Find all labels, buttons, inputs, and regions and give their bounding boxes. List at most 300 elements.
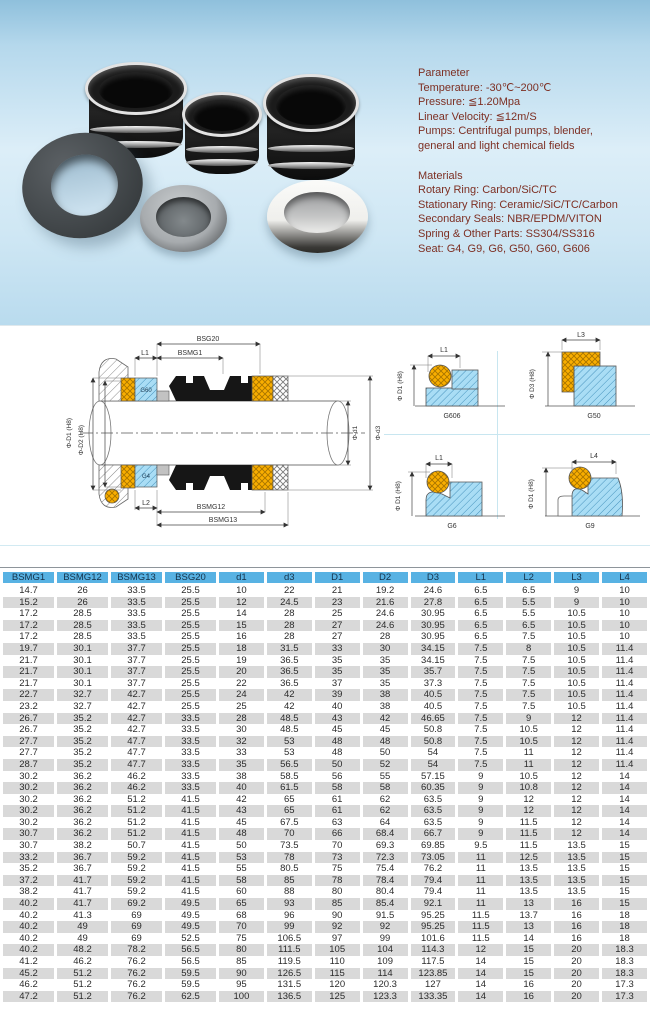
dim-l2: L2 (142, 500, 150, 507)
table-cell: 33.5 (165, 713, 216, 725)
table-cell: 13.5 (506, 863, 551, 875)
table-row (3, 991, 647, 1003)
table-cell: 37.7 (111, 655, 162, 667)
materials-line: Stationary Ring: Ceramic/SiC/TC/Carbon (418, 198, 618, 211)
table-cell: 10 (602, 631, 647, 643)
table-cell: 53 (219, 852, 264, 864)
table-cell: 9 (554, 585, 599, 597)
table-cell: 27 (315, 631, 360, 643)
table-cell: 9 (458, 771, 503, 783)
table-cell: 26.7 (3, 724, 54, 736)
table-cell: 25.5 (165, 678, 216, 690)
table-cell: 40.2 (3, 933, 54, 945)
table-cell: 30 (219, 724, 264, 736)
table-cell: 15 (219, 620, 264, 632)
table-cell: 18 (602, 921, 647, 933)
table-cell: 33.5 (165, 759, 216, 771)
materials-line: Seat: G4, G9, G6, G50, G60, G606 (418, 242, 590, 255)
table-cell: 12 (554, 771, 599, 783)
table-cell: 11 (458, 875, 503, 887)
table-cell: 50.7 (111, 840, 162, 852)
table-cell: 68.4 (363, 828, 408, 840)
table-cell: 27.8 (411, 597, 456, 609)
table-cell: 55 (219, 863, 264, 875)
column-header: d3 (267, 572, 312, 585)
table-cell: 114 (363, 968, 408, 980)
table-cell: 14 (602, 771, 647, 783)
table-cell: 66.7 (411, 828, 456, 840)
table-cell: 11.5 (458, 910, 503, 922)
seat-dim-top: L1 (435, 455, 443, 462)
seat-dim-top: L4 (590, 453, 598, 460)
table-cell: 50 (363, 747, 408, 759)
table-cell: 65 (267, 805, 312, 817)
table-cell: 88 (267, 886, 312, 898)
table-cell: 12.5 (506, 852, 551, 864)
table-cell: 15 (602, 863, 647, 875)
table-cell: 24.6 (363, 608, 408, 620)
table-cell: 36.5 (267, 666, 312, 678)
bellows-bottom (169, 465, 252, 490)
table-cell: 13.5 (554, 863, 599, 875)
table-cell: 28.5 (57, 608, 108, 620)
table-cell: 10.5 (554, 689, 599, 701)
table-row (3, 828, 647, 840)
table-cell: 36.2 (57, 828, 108, 840)
table-cell: 13.7 (506, 910, 551, 922)
table-cell: 41.2 (3, 956, 54, 968)
table-row (3, 771, 647, 783)
seal-hole (99, 72, 172, 108)
table-cell: 12 (506, 794, 551, 806)
table-cell: 11 (458, 863, 503, 875)
table-cell: 11 (458, 898, 503, 910)
table-cell: 56 (315, 771, 360, 783)
table-cell: 15 (602, 898, 647, 910)
table-cell: 59.2 (111, 875, 162, 887)
table-cell: 25.5 (165, 655, 216, 667)
table-cell: 7.5 (506, 701, 551, 713)
table-cell: 59.2 (111, 863, 162, 875)
table-cell: 14 (602, 828, 647, 840)
table-cell: 32.7 (57, 701, 108, 713)
table-cell: 36.2 (57, 782, 108, 794)
table-cell: 47.7 (111, 747, 162, 759)
gray-seat-ring-photo (140, 185, 227, 252)
table-cell: 7.5 (458, 736, 503, 748)
table-row (3, 898, 647, 910)
table-cell: 18 (602, 910, 647, 922)
table-cell: 7.5 (506, 689, 551, 701)
table-cell: 41.3 (57, 910, 108, 922)
table-cell: 53 (267, 736, 312, 748)
table-cell: 6.5 (506, 585, 551, 597)
table-cell: 69 (111, 933, 162, 945)
table-cell: 62.5 (165, 991, 216, 1003)
table-cell: 14 (506, 933, 551, 945)
table-cell: 10.5 (554, 643, 599, 655)
table-cell: 51.2 (111, 828, 162, 840)
table-cell: 20 (554, 944, 599, 956)
seal-band (186, 159, 258, 166)
table-row (3, 852, 647, 864)
table-cell: 42 (267, 689, 312, 701)
table-cell: 17.2 (3, 620, 54, 632)
materials-block (418, 169, 618, 257)
ring-hole (156, 197, 212, 237)
table-cell: 78.4 (363, 875, 408, 887)
table-cell: 11.4 (602, 701, 647, 713)
table-cell: 126.5 (267, 968, 312, 980)
table-cell: 7.5 (506, 655, 551, 667)
table-cell: 10 (602, 585, 647, 597)
table-cell: 64 (363, 817, 408, 829)
table-cell: 42 (363, 713, 408, 725)
table-cell: 11.4 (602, 666, 647, 678)
dim-bsmg1: BSMG1 (177, 350, 203, 357)
table-top-border (0, 567, 650, 568)
table-cell: 27.7 (3, 747, 54, 759)
hero-section (0, 0, 650, 325)
table-cell: 91.5 (363, 910, 408, 922)
table-cell: 48.5 (267, 724, 312, 736)
seat-dim-top: L1 (440, 347, 448, 354)
table-cell: 15 (602, 886, 647, 898)
table-cell: 51.2 (57, 979, 108, 991)
dimension-table (0, 572, 650, 1002)
table-cell: 55 (363, 771, 408, 783)
table-cell: 35.7 (411, 666, 456, 678)
table-cell: 11.5 (506, 828, 551, 840)
table-cell: 45 (363, 724, 408, 736)
table-cell: 93 (267, 898, 312, 910)
table-cell: 35 (315, 666, 360, 678)
parameter-line: Pumps: Centrifugal pumps, blender, (418, 125, 593, 138)
table-cell: 30.1 (57, 643, 108, 655)
table-cell: 21.7 (3, 678, 54, 690)
table-cell: 72.3 (363, 852, 408, 864)
seal-band (186, 146, 258, 153)
table-cell: 68 (219, 910, 264, 922)
table-cell: 20 (219, 666, 264, 678)
table-cell: 19.7 (3, 643, 54, 655)
table-cell: 105 (315, 944, 360, 956)
table-cell: 70 (315, 840, 360, 852)
table-cell: 10.5 (554, 608, 599, 620)
table-cell: 11.4 (602, 678, 647, 690)
ring-hole (46, 149, 122, 221)
table-cell: 36.5 (267, 655, 312, 667)
table-cell: 79.4 (411, 875, 456, 887)
table-row (3, 921, 647, 933)
table-cell: 16 (219, 631, 264, 643)
table-cell: 33.5 (165, 747, 216, 759)
table-cell: 7.5 (506, 678, 551, 690)
column-header: D2 (363, 572, 408, 585)
table-cell: 63.5 (411, 817, 456, 829)
column-header: L2 (506, 572, 551, 585)
table-cell: 69 (111, 910, 162, 922)
table-cell: 6.5 (506, 620, 551, 632)
table-cell: 12 (506, 805, 551, 817)
seal-band (90, 126, 182, 133)
table-cell: 48.2 (57, 944, 108, 956)
table-cell: 25 (315, 608, 360, 620)
table-cell: 10.5 (506, 736, 551, 748)
table-cell: 11.4 (602, 736, 647, 748)
table-cell: 47.7 (111, 759, 162, 771)
parameter-block (418, 66, 618, 154)
table-cell: 10.5 (554, 620, 599, 632)
table-cell: 6.5 (458, 620, 503, 632)
info-panel (418, 66, 618, 256)
table-cell: 10.8 (506, 782, 551, 794)
table-cell: 50 (315, 759, 360, 771)
materials-line: Rotary Ring: Carbon/SiC/TC (418, 184, 557, 197)
table-cell: 48.5 (267, 713, 312, 725)
table-cell: 45.2 (3, 968, 54, 980)
ring-hole (284, 192, 350, 234)
table-cell: 14 (219, 608, 264, 620)
table-cell: 51.2 (111, 817, 162, 829)
table-cell: 16 (554, 910, 599, 922)
table-cell: 9 (506, 713, 551, 725)
table-cell: 11 (458, 852, 503, 864)
table-cell: 47.2 (3, 991, 54, 1003)
o-ring (427, 471, 449, 493)
table-cell: 35.2 (57, 713, 108, 725)
table-cell: 11.4 (602, 643, 647, 655)
table-cell: 24.5 (267, 597, 312, 609)
table-cell: 92 (363, 921, 408, 933)
table-cell: 41.7 (57, 875, 108, 887)
table-cell: 10 (602, 597, 647, 609)
table-cell: 32.7 (57, 689, 108, 701)
table-cell: 7.5 (458, 701, 503, 713)
table-cell: 38 (363, 701, 408, 713)
table-row (3, 886, 647, 898)
table-cell: 9 (458, 817, 503, 829)
table-cell: 51.2 (57, 968, 108, 980)
table-cell: 54 (411, 759, 456, 771)
table-cell: 18.3 (602, 968, 647, 980)
table-cell: 25.5 (165, 597, 216, 609)
table-cell: 5.5 (506, 597, 551, 609)
table-row (3, 794, 647, 806)
table-cell: 14 (458, 991, 503, 1003)
table-cell: 35.2 (57, 759, 108, 771)
seat-dim-top: L3 (577, 332, 585, 339)
table-cell: 33.5 (111, 585, 162, 597)
table-cell: 42.7 (111, 713, 162, 725)
table-cell: 33.5 (165, 771, 216, 783)
table-cell: 18.3 (602, 944, 647, 956)
table-cell: 99 (363, 933, 408, 945)
table-cell: 15 (602, 852, 647, 864)
table-cell: 78 (315, 875, 360, 887)
table-cell: 67.5 (267, 817, 312, 829)
table-cell: 49.5 (165, 898, 216, 910)
table-cell: 38 (363, 689, 408, 701)
table-cell: 14.7 (3, 585, 54, 597)
table-cell: 56.5 (165, 944, 216, 956)
table-cell: 80.5 (267, 863, 312, 875)
table-cell: 73 (315, 852, 360, 864)
table-row (3, 747, 647, 759)
table-cell: 30.2 (3, 805, 54, 817)
table-cell: 11.4 (602, 759, 647, 771)
seat-bottom-label: G4 (141, 474, 151, 480)
table-cell: 70 (267, 828, 312, 840)
table-cell: 13 (506, 898, 551, 910)
table-cell: 41.5 (165, 817, 216, 829)
table-cell: 96 (267, 910, 312, 922)
table-cell: 106.5 (267, 933, 312, 945)
table-cell: 48 (363, 736, 408, 748)
table-cell: 5.5 (506, 608, 551, 620)
table-cell: 47.7 (111, 736, 162, 748)
table-cell: 7.5 (458, 689, 503, 701)
table-cell: 11 (458, 886, 503, 898)
table-row (3, 666, 647, 678)
table-cell: 46.2 (3, 979, 54, 991)
column-header: L1 (458, 572, 503, 585)
table-cell: 54 (411, 747, 456, 759)
table-cell: 97 (315, 933, 360, 945)
column-header: BSMG12 (57, 572, 108, 585)
table-cell: 31.5 (267, 643, 312, 655)
table-cell: 35.2 (57, 736, 108, 748)
table-cell: 14 (602, 817, 647, 829)
table-cell: 52.5 (165, 933, 216, 945)
table-cell: 14 (602, 794, 647, 806)
table-cell: 19 (219, 655, 264, 667)
o-ring (569, 467, 591, 489)
table-cell: 20 (554, 956, 599, 968)
dim-bsmg12: BSMG12 (196, 504, 226, 511)
table-cell: 17.2 (3, 631, 54, 643)
table-cell: 56.5 (267, 759, 312, 771)
table-cell: 33 (219, 747, 264, 759)
table-cell: 33.2 (3, 852, 54, 864)
table-cell: 10.5 (554, 631, 599, 643)
table-row (3, 585, 647, 597)
table-cell: 7.5 (458, 655, 503, 667)
table-cell: 131.5 (267, 979, 312, 991)
table-cell: 58 (219, 875, 264, 887)
table-row (3, 805, 647, 817)
table-cell: 18 (602, 933, 647, 945)
table-cell: 9 (458, 805, 503, 817)
table-row (3, 736, 647, 748)
table-cell: 36.2 (57, 817, 108, 829)
table-cell: 76.2 (111, 991, 162, 1003)
table-cell: 15 (506, 956, 551, 968)
table-cell: 15 (506, 968, 551, 980)
table-cell: 46.2 (111, 782, 162, 794)
table-cell: 37.7 (111, 666, 162, 678)
table-cell: 25.5 (165, 608, 216, 620)
seat-dim-left: Φ D1 (H8) (395, 481, 402, 511)
table-cell: 28 (267, 620, 312, 632)
column-header: d1 (219, 572, 264, 585)
table-cell: 117.5 (411, 956, 456, 968)
table-cell: 14 (602, 805, 647, 817)
table-cell: 19.2 (363, 585, 408, 597)
table-cell: 13 (506, 921, 551, 933)
table-cell: 42 (267, 701, 312, 713)
table-cell: 75 (315, 863, 360, 875)
table-cell: 11.5 (506, 840, 551, 852)
panel-divider-horizontal (384, 434, 650, 435)
table-header-row (3, 572, 647, 585)
table-row (3, 840, 647, 852)
table-cell: 28 (219, 713, 264, 725)
table-cell: 133.35 (411, 991, 456, 1003)
table-cell: 11 (506, 759, 551, 771)
table-cell: 76.2 (411, 863, 456, 875)
parameter-line: Linear Velocity: ≦12m/S (418, 110, 537, 123)
column-header: D3 (411, 572, 456, 585)
table-row (3, 817, 647, 829)
table-cell: 35 (363, 666, 408, 678)
column-header: BSMG13 (111, 572, 162, 585)
table-cell: 40.2 (3, 944, 54, 956)
table-cell: 51.2 (57, 991, 108, 1003)
table-cell: 25.5 (165, 701, 216, 713)
seat-dim-left: Φ D1 (H8) (397, 371, 404, 401)
seat-diagram-g50 (520, 326, 650, 434)
table-cell: 49.5 (165, 921, 216, 933)
table-cell: 12 (458, 944, 503, 956)
table-cell: 50.8 (411, 736, 456, 748)
table-cell: 11.4 (602, 689, 647, 701)
table-cell: 30.1 (57, 655, 108, 667)
table-cell: 18.3 (602, 956, 647, 968)
seal-hole (193, 100, 251, 131)
table-cell: 16 (554, 933, 599, 945)
table-cell: 25.5 (165, 631, 216, 643)
table-cell: 30.2 (3, 817, 54, 829)
seat-name: G606 (443, 413, 461, 420)
table-cell: 30.2 (3, 794, 54, 806)
table-cell: 21.7 (3, 666, 54, 678)
table-cell: 20 (554, 968, 599, 980)
table-cell: 36.7 (57, 852, 108, 864)
table-cell: 25.5 (165, 666, 216, 678)
table-cell: 56.5 (165, 956, 216, 968)
table-cell: 59.5 (165, 968, 216, 980)
table-cell: 61.5 (267, 782, 312, 794)
table-cell: 36.2 (57, 794, 108, 806)
table-cell: 25.5 (165, 643, 216, 655)
dim-d3-right: Φ-d3 (375, 425, 382, 441)
table-cell: 10.5 (554, 666, 599, 678)
table-row (3, 724, 647, 736)
table-cell: 33.5 (111, 608, 162, 620)
seat-diagram-g9 (520, 438, 650, 546)
table-cell: 12 (554, 713, 599, 725)
table-cell: 63.5 (411, 805, 456, 817)
table-cell: 40.2 (3, 921, 54, 933)
table-cell: 46.2 (111, 771, 162, 783)
table-cell: 73.05 (411, 852, 456, 864)
table-cell: 10.5 (506, 771, 551, 783)
table-cell: 41.5 (165, 863, 216, 875)
table-cell: 11.5 (458, 921, 503, 933)
table-cell: 16 (554, 921, 599, 933)
bellows-seal-photo-middle (182, 92, 262, 174)
